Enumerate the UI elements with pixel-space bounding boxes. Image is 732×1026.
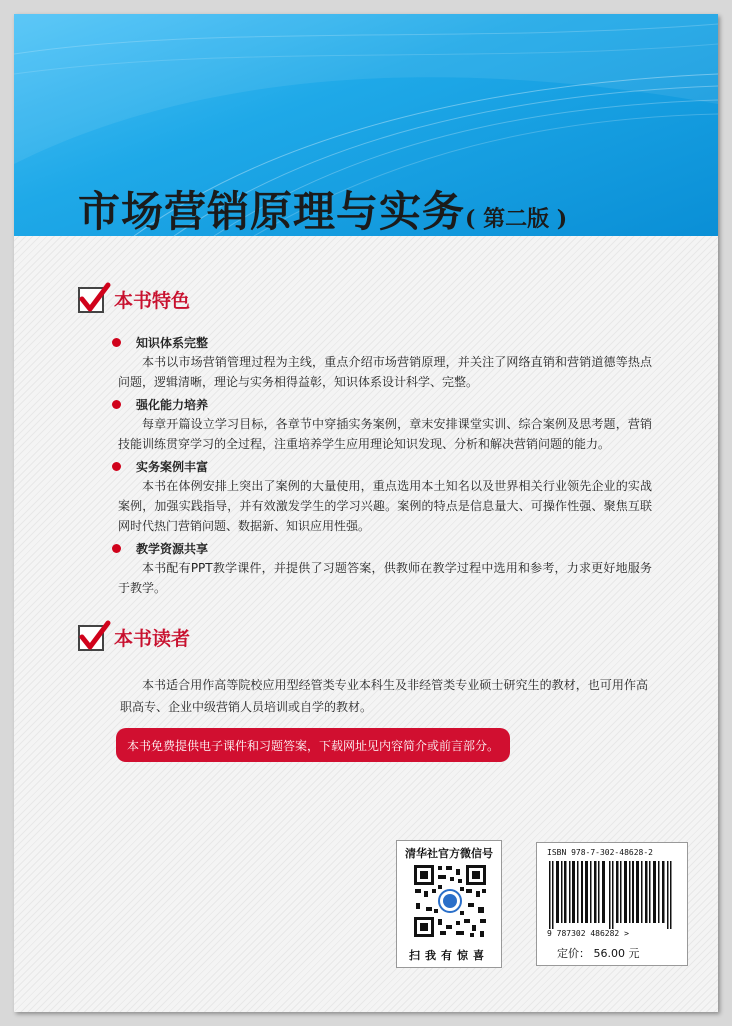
feature-item xyxy=(112,332,652,392)
feature-list xyxy=(112,332,652,600)
bullet-icon xyxy=(112,462,121,471)
isbn-barcode-panel xyxy=(536,842,688,966)
feature-item xyxy=(112,456,652,536)
feature-body: 本书在体例安排上突出了案例的大量使用，重点选用本土知名以及世界相关行业领先企业的实战案例，加强实践指导，并有效激发学生的学习兴趣。案例的特点是信息量大、可操作性强、聚焦互联网时代热门营销问题、数据新、知识应用性强。 xyxy=(118,479,652,533)
features-heading xyxy=(78,286,190,313)
features-title: 本书特色 xyxy=(114,290,191,312)
qr-top-label: 清华社官方微信号 xyxy=(405,847,493,860)
feature-body: 本书配有PPT教学课件，并提供了习题答案，供教师在教学过程中选用和参考，力求更好地服务于教学。 xyxy=(118,561,652,595)
bullet-icon xyxy=(112,400,121,409)
readers-title: 本书读者 xyxy=(114,628,191,650)
feature-title: 强化能力培养 xyxy=(136,397,209,412)
feature-item xyxy=(112,394,652,454)
book-title xyxy=(78,179,567,239)
feature-body: 每章开篇设立学习目标，各章节中穿插实务案例，章末安排课堂实训、综合案例及思考题，营销技能训练贯穿学习的全过程，注重培养学生应用理论知识发现、分析和解决营销问题的能力。 xyxy=(118,417,652,451)
book-back-cover xyxy=(14,14,718,1012)
title-edition: ( 第二版 ) xyxy=(465,206,568,232)
price-label: 定价： 56.00 元 xyxy=(557,947,640,960)
qr-bottom-label: 扫我有惊喜 xyxy=(409,949,489,962)
readers-body: 本书适合用作高等院校应用型经管类专业本科生及非经管类专业硕士研究生的教材，也可用作高职高专、企业中级营销人员培训或自学的教材。 xyxy=(120,678,648,714)
title-main: 市场营销原理与实务 xyxy=(78,187,466,236)
feature-title: 知识体系完整 xyxy=(136,335,209,350)
feature-item xyxy=(112,538,652,598)
qr-code-icon[interactable] xyxy=(412,863,488,939)
bullet-icon xyxy=(112,544,121,553)
isbn-text: ISBN 978-7-302-48628-2 xyxy=(547,848,653,857)
barcode-digits: 9 787302 486282 > xyxy=(547,929,629,938)
barcode-icon xyxy=(547,861,679,929)
bullet-icon xyxy=(112,338,121,347)
readers-heading xyxy=(78,624,190,651)
feature-title: 教学资源共享 xyxy=(136,541,209,556)
qr-panel xyxy=(396,840,502,968)
checkmark-icon xyxy=(78,625,104,651)
checkmark-icon xyxy=(78,287,104,313)
feature-body: 本书以市场营销管理过程为主线，重点介绍市场营销原理，并关注了网络直销和营销道德等热点问题，逻辑清晰，理论与实务相得益彰，知识体系设计科学、完整。 xyxy=(118,355,652,389)
download-notice: 本书免费提供电子课件和习题答案，下载网址见内容简介或前言部分。 xyxy=(116,728,510,762)
feature-title: 实务案例丰富 xyxy=(136,459,209,474)
